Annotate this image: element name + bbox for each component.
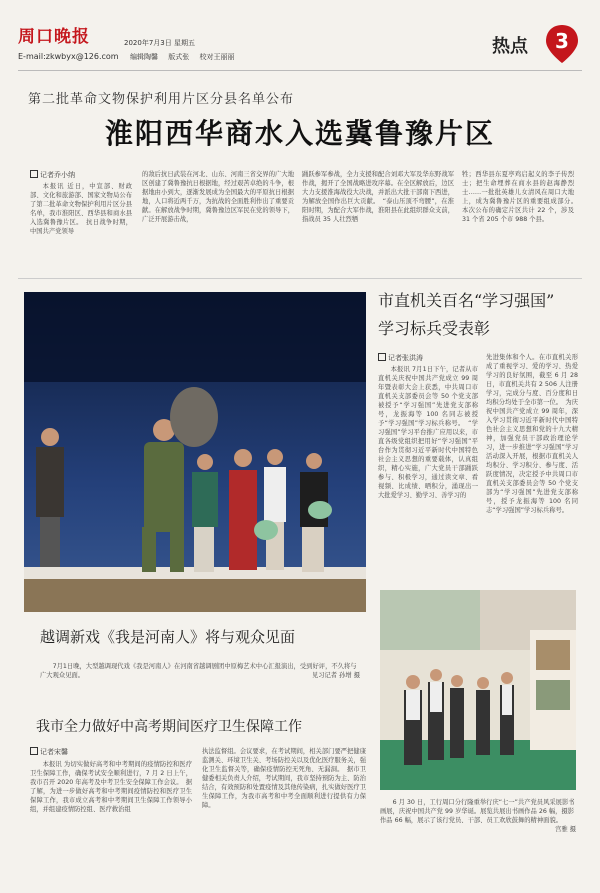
- issue-date: 2020年7月3日 星期五: [124, 39, 195, 47]
- story2-byline-text: 记者张洪涛: [388, 354, 423, 362]
- lead-col3-text: 踊跃参军参战，全力支援和配合刘邓大军及华东野战军作战，揭开了全国战略进攻序幕。在全区解放后，边区大力支援淮海战役大决战，并派出大批干部南下西进，为解放全国作出巨大贡献。 “泰山压顶不弯腰”，在淮阳时期，为配合大军作战，淮阳县在此组织群众支前，指战员 35 人壮烈牺: [302, 171, 454, 223]
- email-address: E-mail:zkwbyx@126.com: [18, 52, 119, 61]
- lead-col1-text: 本报讯 近日，中宣部、财政部、文化和旅游部、国家文物局公布了第二批革命文物保护利用片区分县名单，我市淮阳区、西华县和商水县入选冀鲁豫片区。 抗日战争时期，中国共产党领导: [30, 183, 132, 235]
- newspaper-logo: 周口晚报: [18, 27, 90, 47]
- section-title: 热点: [492, 36, 528, 57]
- masthead: [0, 0, 600, 70]
- story3-column-2: [202, 747, 366, 876]
- lead-kicker: 第二批革命文物保护利用片区分县名单公布: [28, 92, 295, 107]
- byline-box-icon: [378, 353, 386, 361]
- theater-photo-credit: 见习记者 孙增 摄: [311, 672, 360, 679]
- story3-byline: [30, 747, 68, 757]
- lead-column-1: [30, 182, 132, 272]
- exhibition-caption-text: 6 月 30 日，工行周口分行隆重举行庆“七一”共产党员风采展影书画展，庆祝中国共产党 99 岁华诞。展览共展出书画作品 26 幅，摄影作品 66 幅，展示了该行党员、干部、员工欢欣鼓舞的精神面貌。: [380, 799, 575, 824]
- theater-photo: [24, 292, 366, 612]
- lead-col4-text: 牲；西华县东夏亭鸡启起义的李子传烈士；把生命埋葬在商水县的赵海静烈士……一批批英雄儿女清风在周口大地上，成为冀鲁豫片区的重要组成部分。 本次公布的确定片区共计 22 个，涉及 31 个省 205 个市 988 个县。: [462, 171, 581, 223]
- section-divider: [18, 278, 582, 279]
- masthead-divider: [18, 70, 582, 71]
- exhibition-photo-credit: 宫雅 摄: [555, 826, 576, 833]
- exhibition-caption: [380, 798, 576, 834]
- lead-headline: 淮阳西华商水入选冀鲁豫片区: [104, 117, 495, 150]
- lead-byline-text: 记者乔小纳: [40, 171, 75, 179]
- story2-col2-text: 先进集体和个人。在市直机关形成了重视学习、爱的学习、热爱学习的良好氛围，截至 6 月 28 日，市直机关共有 2 506 人注册学习，完成分与度、百分度和日均积分均处于全市第一位。 为庆祝中国共产党成立 99 周年，深入学习贯彻习近平新时代中国特色社会主义思想和党的十九大精神，加强党员干部政治理论学习，进一步推进“学习强国”学习活动深入开展，根据市直机关人均积分、学习积分、参与度、活跃度情况，决定授予中共周口市直机关支部委员会等 50 个党支部为“学习强国”先进党支部称号，授予龙振海等 100 名同志“学习强国”学习标兵称号。: [486, 354, 578, 514]
- story2-headline-line2: 学习标兵受表彰: [378, 319, 491, 338]
- page-number: 3: [555, 29, 569, 53]
- story3-column-1: [30, 760, 192, 876]
- byline-box-icon: [30, 170, 38, 178]
- theater-stage-image: [24, 292, 366, 612]
- story2-col1-text: 本报讯 7月1日下午，记者从市直机关庆祝中国共产党成立 99 周年暨表彰大会上获悉，中共周口市直机关支部委员会等 50 个党支部被授予“学习强国”先进党支部称号，龙振海等 100 名同志被授予“学习强国”学习标兵称号。 “学习强国”学习平台推广应用以来，市直各级党组织把用好“学习强国”平台作为贯彻习近平新时代中国特色社会主义思想的重要载体，认真组织，精心实施，广大党员干部踊跃参与、积极学习，通过读文章、看视频、比成绩、晒积分，涌现出一大批爱学习、勤学习、善学习的: [378, 366, 478, 499]
- editor-credit: 编辑陶馨: [130, 53, 158, 61]
- story3-col2-text: 执法监督组。会议要求，在考试期间，相关部门要严把健康监测关、环境卫生关、考场防控关以及优化医疗服务关，强化卫生监督关等，确保疫情防控无死角、无漏洞。 据市卫健委相关负责人介绍，考试期间，我市坚持预防为主、防治结合，有效预防和处置疫情及其他传染病，扎实做好医疗卫生保障工作，为我市高考和中考全面顺利进行提供有力保障。: [202, 748, 366, 809]
- theater-headline: 越调新戏《我是河南人》将与观众见面: [40, 628, 296, 646]
- lead-col2-text: 的敌后抗日武装在河北、山东、河南三省交界的广大地区创建了冀鲁豫抗日根据地，经过艰苦卓绝的斗争，根据地由小到大，逐渐发展成为全国最大的平原抗日根据地，人口将近两千万，为抗战的全面胜利作出了重要贡献。在解放战争时期，冀鲁豫边区军民在党的领导下，广泛开展游击战，: [142, 171, 294, 223]
- story2-byline: [378, 353, 423, 363]
- story3-byline-text: 记者宋馨: [40, 748, 68, 756]
- exhibition-photo: [380, 590, 576, 790]
- layout-credit: 版式张: [168, 53, 190, 61]
- lead-byline: [30, 170, 75, 180]
- theater-caption: [40, 662, 360, 680]
- story2-headline-line1: 市直机关百名“学习强国”: [378, 291, 555, 310]
- story3-headline: 我市全力做好中高考期间医疗卫生保障工作: [36, 719, 302, 735]
- page-number-badge: [545, 24, 579, 62]
- story2-column-2: [486, 353, 578, 565]
- story3-col1-text: 本报讯 为切实做好高考和中考期间的疫情防控和医疗卫生保障工作，确保考试安全顺利进行，7 月 2 日上午，我市召开 2020 年高考及中考卫生安全保障工作会议。 据了解，为进一步做好高考和中考期间疫情防控和医疗卫生保障工作，我市成立高考和中考期间卫生保障工作领导小组，并组建疫情防控组、医疗救治组: [30, 761, 192, 813]
- editors-line: [130, 52, 242, 62]
- byline-box-icon: [30, 747, 38, 755]
- lead-column-4: [462, 170, 581, 272]
- proofreader-credit: 校对王丽丽: [199, 53, 235, 61]
- story2-headline: [378, 290, 554, 340]
- lead-column-2: [142, 170, 294, 272]
- exhibition-image: [380, 590, 576, 790]
- story2-column-1: [378, 365, 478, 565]
- lead-column-3: [302, 170, 454, 272]
- theater-caption-text: 7月1日晚，大型越调现代戏《我是河南人》在河南省越调剧团中原梅艺术中心汇报演出，受到好评，不久将与广大观众见面。: [40, 663, 357, 679]
